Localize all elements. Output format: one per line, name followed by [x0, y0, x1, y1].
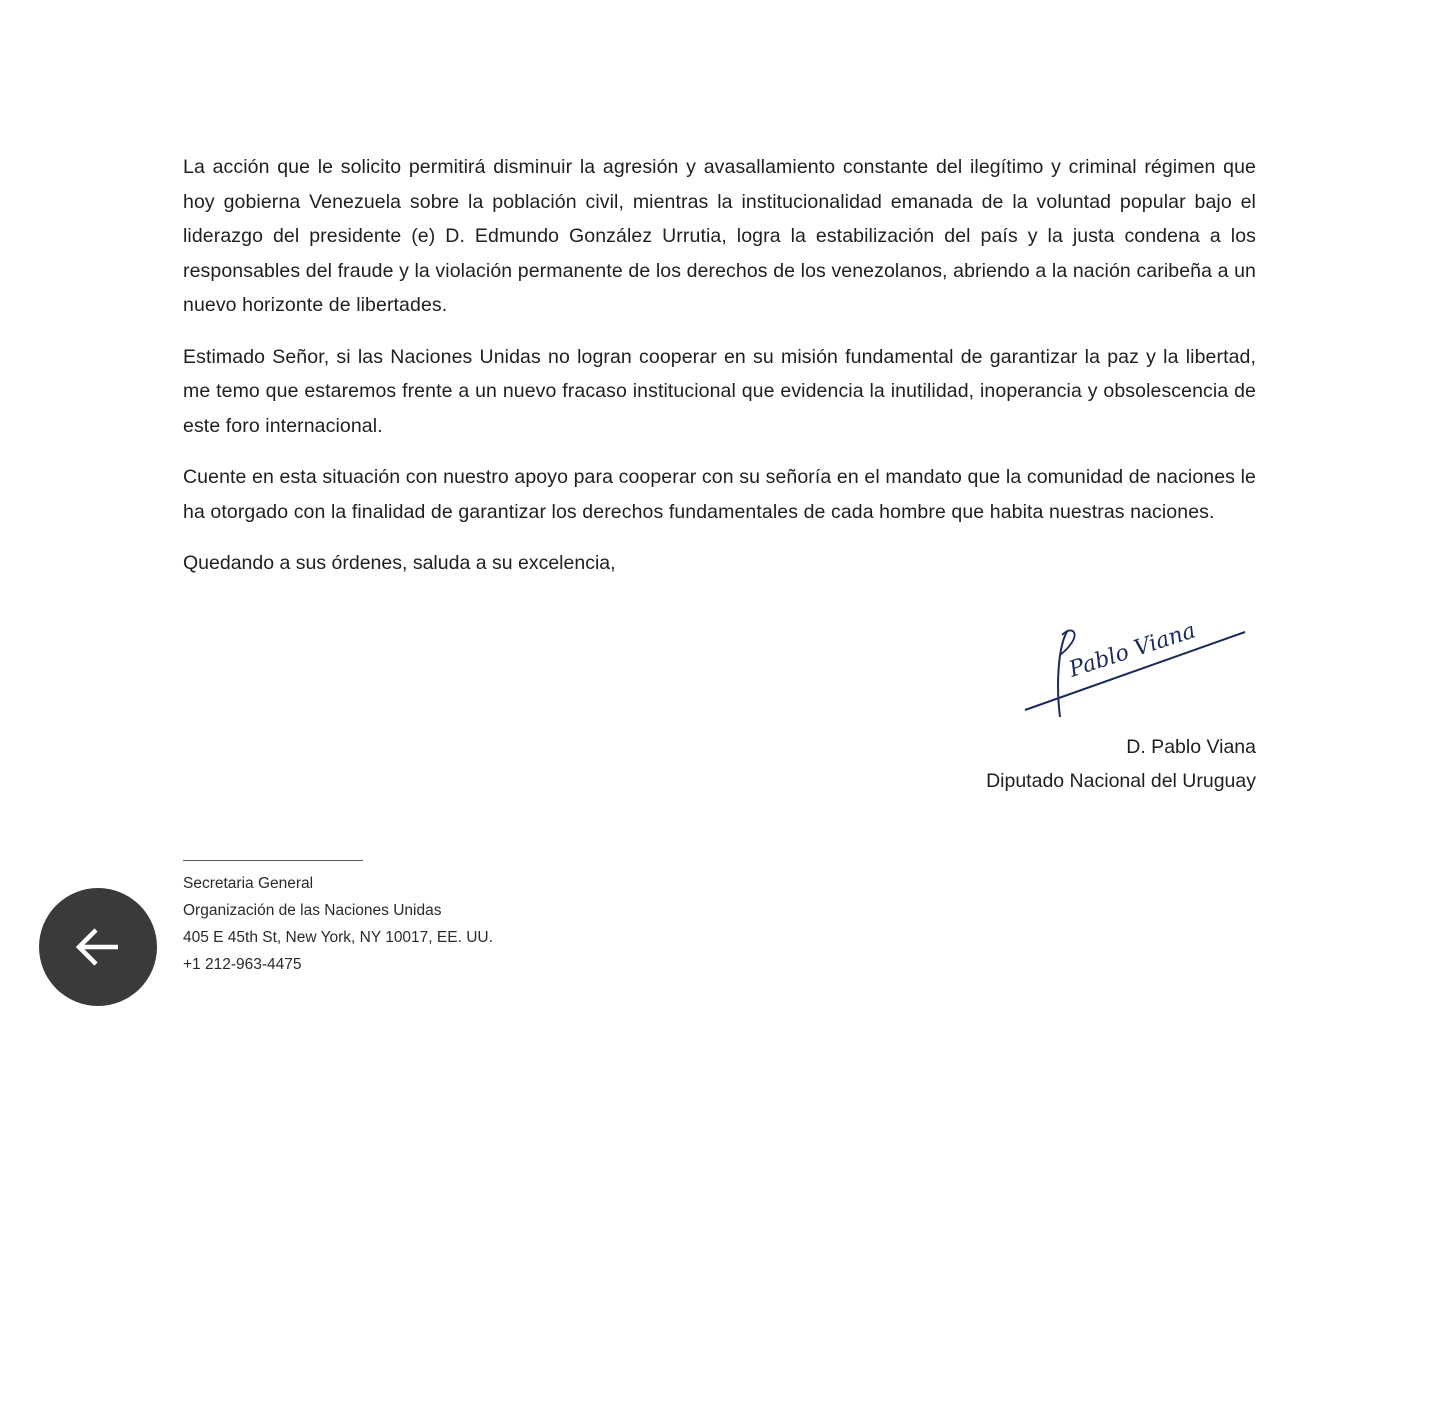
footer-line: Organización de las Naciones Unidas — [183, 902, 442, 919]
paragraph-2: Estimado Señor, si las Naciones Unidas no logran cooperar en su misión fundamental de garantizar la paz y la libertad, me temo que estaremos frente a un nuevo fracaso institucional que evidencia la inutilidad, inoperancia y obsolescencia de este foro internacional. — [183, 345, 1256, 437]
recipient-footer — [183, 870, 493, 978]
footer-line: Secretaria General — [183, 875, 314, 892]
signer-block — [986, 730, 1256, 798]
paragraph-1: La acción que le solicito permitirá disminuir la agresión y avasallamiento constante del ilegítimo y criminal régimen que hoy gobierna Venezuela sobre la población civil, mientras la institucionalidad emanada de la voluntad popular bajo el liderazgo del presidente (e) D. Edmundo González Urrutia, logra la estabilización del país y la justa condena a los responsables del fraude y la violación permanente de los derechos de los venezolanos, abriendo a la nación caribeña a un nuevo horizonte de libertades. — [183, 156, 1256, 316]
footer-divider — [183, 860, 363, 861]
footer-line: 405 E 45th St, New York, NY 10017, EE. UU. — [183, 929, 493, 946]
handwritten-signature — [1020, 615, 1255, 725]
signer-name: D. Pablo Viana — [1126, 736, 1256, 758]
signature-icon — [1020, 615, 1255, 725]
footer-line: +1 212-963-4475 — [183, 956, 302, 973]
arrow-left-icon — [70, 919, 126, 975]
back-button[interactable] — [39, 888, 157, 1006]
signer-title: Diputado Nacional del Uruguay — [986, 770, 1256, 792]
letter-body — [183, 150, 1256, 580]
closing-line: Quedando a sus órdenes, saluda a su excelencia, — [183, 552, 616, 574]
signature-text: Pablo Viana — [1066, 618, 1199, 683]
paragraph-3: Cuente en esta situación con nuestro apoyo para cooperar con su señoría en el mandato que la comunidad de naciones le ha otorgado con la finalidad de garantizar los derechos fundamentales de cada hombre que habita nuestras naciones. — [183, 466, 1256, 523]
